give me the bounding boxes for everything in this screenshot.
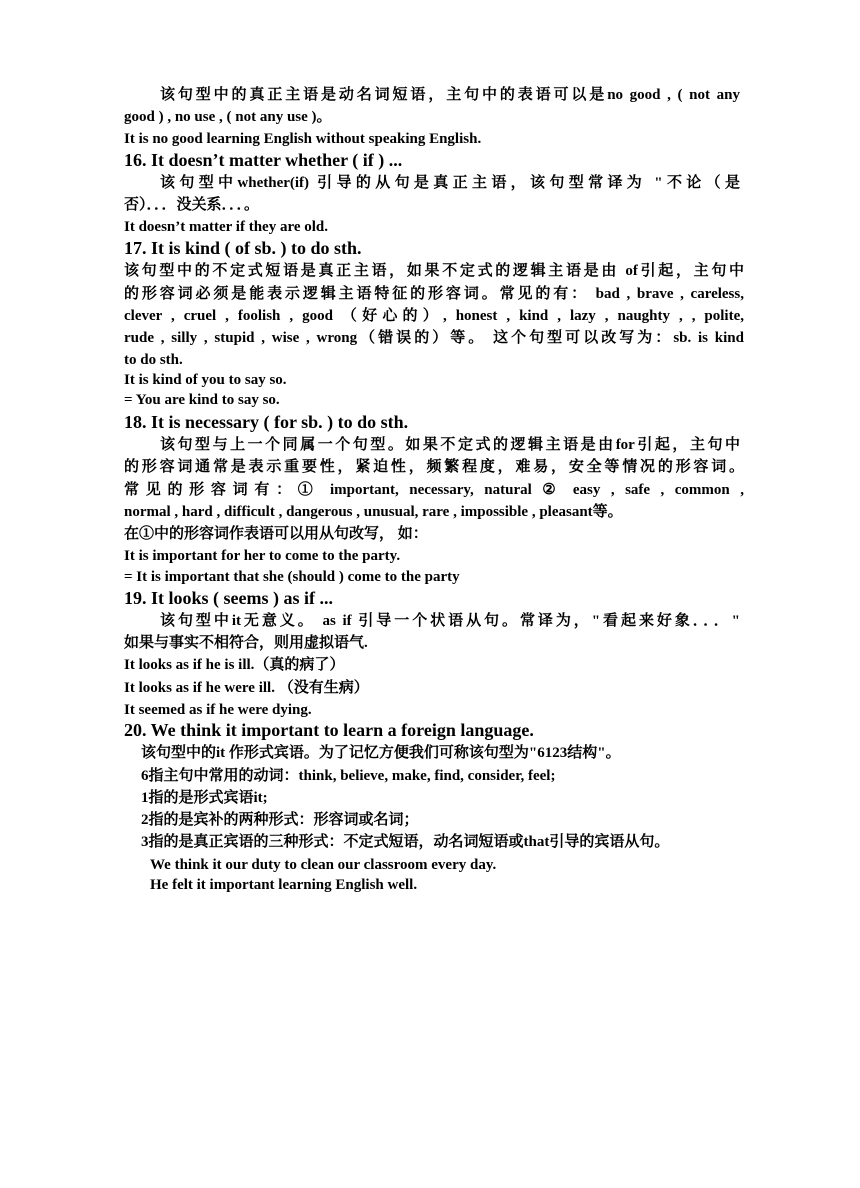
text-line: 常见的形容词有：① important, necessary, natural ② easy , safe , common , (124, 482, 744, 498)
text-line: 该句型中的不定式短语是真正主语，如果不定式的逻辑主语是由 of引起，主句中 (124, 263, 744, 279)
text-line: 如果与事实不相符合，则用虚拟语气. (124, 635, 368, 651)
text-line: good ) , no use , ( not any use )。 (124, 109, 332, 125)
text-line: 否）．．．没关系．．．。 (124, 197, 260, 213)
section-heading-16: 16. It doesn’t matter whether ( if ) ... (124, 150, 403, 170)
example-sentence: It looks as if he is ill.（真的病了） (124, 657, 345, 673)
text-line: 1指的是形式宾语it; (141, 790, 268, 806)
example-sentence: It looks as if he were ill. （没有生病） (124, 680, 369, 696)
text-line: 该句型中的it 作形式宾语。为了记忆方便我们可称该句型为"6123结构"。 (141, 745, 621, 761)
text-line: 该句型与上一个同属一个句型。如果不定式的逻辑主语是由for引起，主句中 (160, 437, 740, 453)
text-line: 3指的是真正宾语的三种形式：不定式短语，动名词短语或that引导的宾语从句。 (141, 834, 670, 850)
example-sentence: It doesn’t matter if they are old. (124, 219, 328, 235)
text-line: clever , cruel , foolish , good （好心的）, honest , kind , lazy , naughty , , polite, (124, 308, 744, 324)
section-heading-19: 19. It looks ( seems ) as if ... (124, 588, 333, 608)
section-heading-18: 18. It is necessary ( for sb. ) to do sth. (124, 412, 409, 432)
text-line: 6指主句中常用的动词：think, believe, make, find, consider, feel; (141, 768, 556, 784)
text-line: to do sth. (124, 352, 183, 368)
example-sentence: It seemed as if he were dying. (124, 702, 312, 718)
example-sentence: = You are kind to say so. (124, 392, 280, 408)
example-sentence: It is kind of you to say so. (124, 372, 287, 388)
text-line: 2指的是宾补的两种形式：形容词或名词； (141, 812, 419, 828)
section-heading-20: 20. We think it important to learn a foreign language. (124, 720, 534, 740)
example-sentence: = It is important that she (should ) come to the party (124, 569, 460, 585)
text-line: 的形容词必须是能表示逻辑主语特征的形容词。常见的有： bad , brave , careless, (124, 286, 744, 302)
example-sentence: He felt it important learning English well. (150, 877, 418, 893)
example-sentence: We think it our duty to clean our classroom every day. (150, 857, 497, 873)
example-sentence: It is no good learning English without speaking English. (124, 131, 482, 147)
text-line: 该句型中whether(if) 引导的从句是真正主语，该句型常译为 "不论（是 (160, 175, 740, 191)
example-sentence: It is important for her to come to the party. (124, 548, 401, 564)
text-line: normal , hard , difficult , dangerous , unusual, rare , impossible , pleasant等。 (124, 504, 623, 520)
text-line: 该句型中的真正主语是动名词短语，主句中的表语可以是no good , ( not any (160, 87, 740, 103)
text-line: 在①中的形容词作表语可以用从句改写， 如： (124, 526, 428, 542)
text-line: 的形容词通常是表示重要性，紧迫性，频繁程度，难易，安全等情况的形容词。 (124, 459, 744, 475)
section-heading-17: 17. It is kind ( of sb. ) to do sth. (124, 238, 362, 258)
text-line: rude , silly , stupid , wise , wrong（错误的）等。 这个句型可以改写为：sb. is kind (124, 330, 744, 346)
text-line: 该句型中it无意义。 as if 引导一个状语从句。常译为，"看起来好象．．．" (160, 613, 740, 629)
